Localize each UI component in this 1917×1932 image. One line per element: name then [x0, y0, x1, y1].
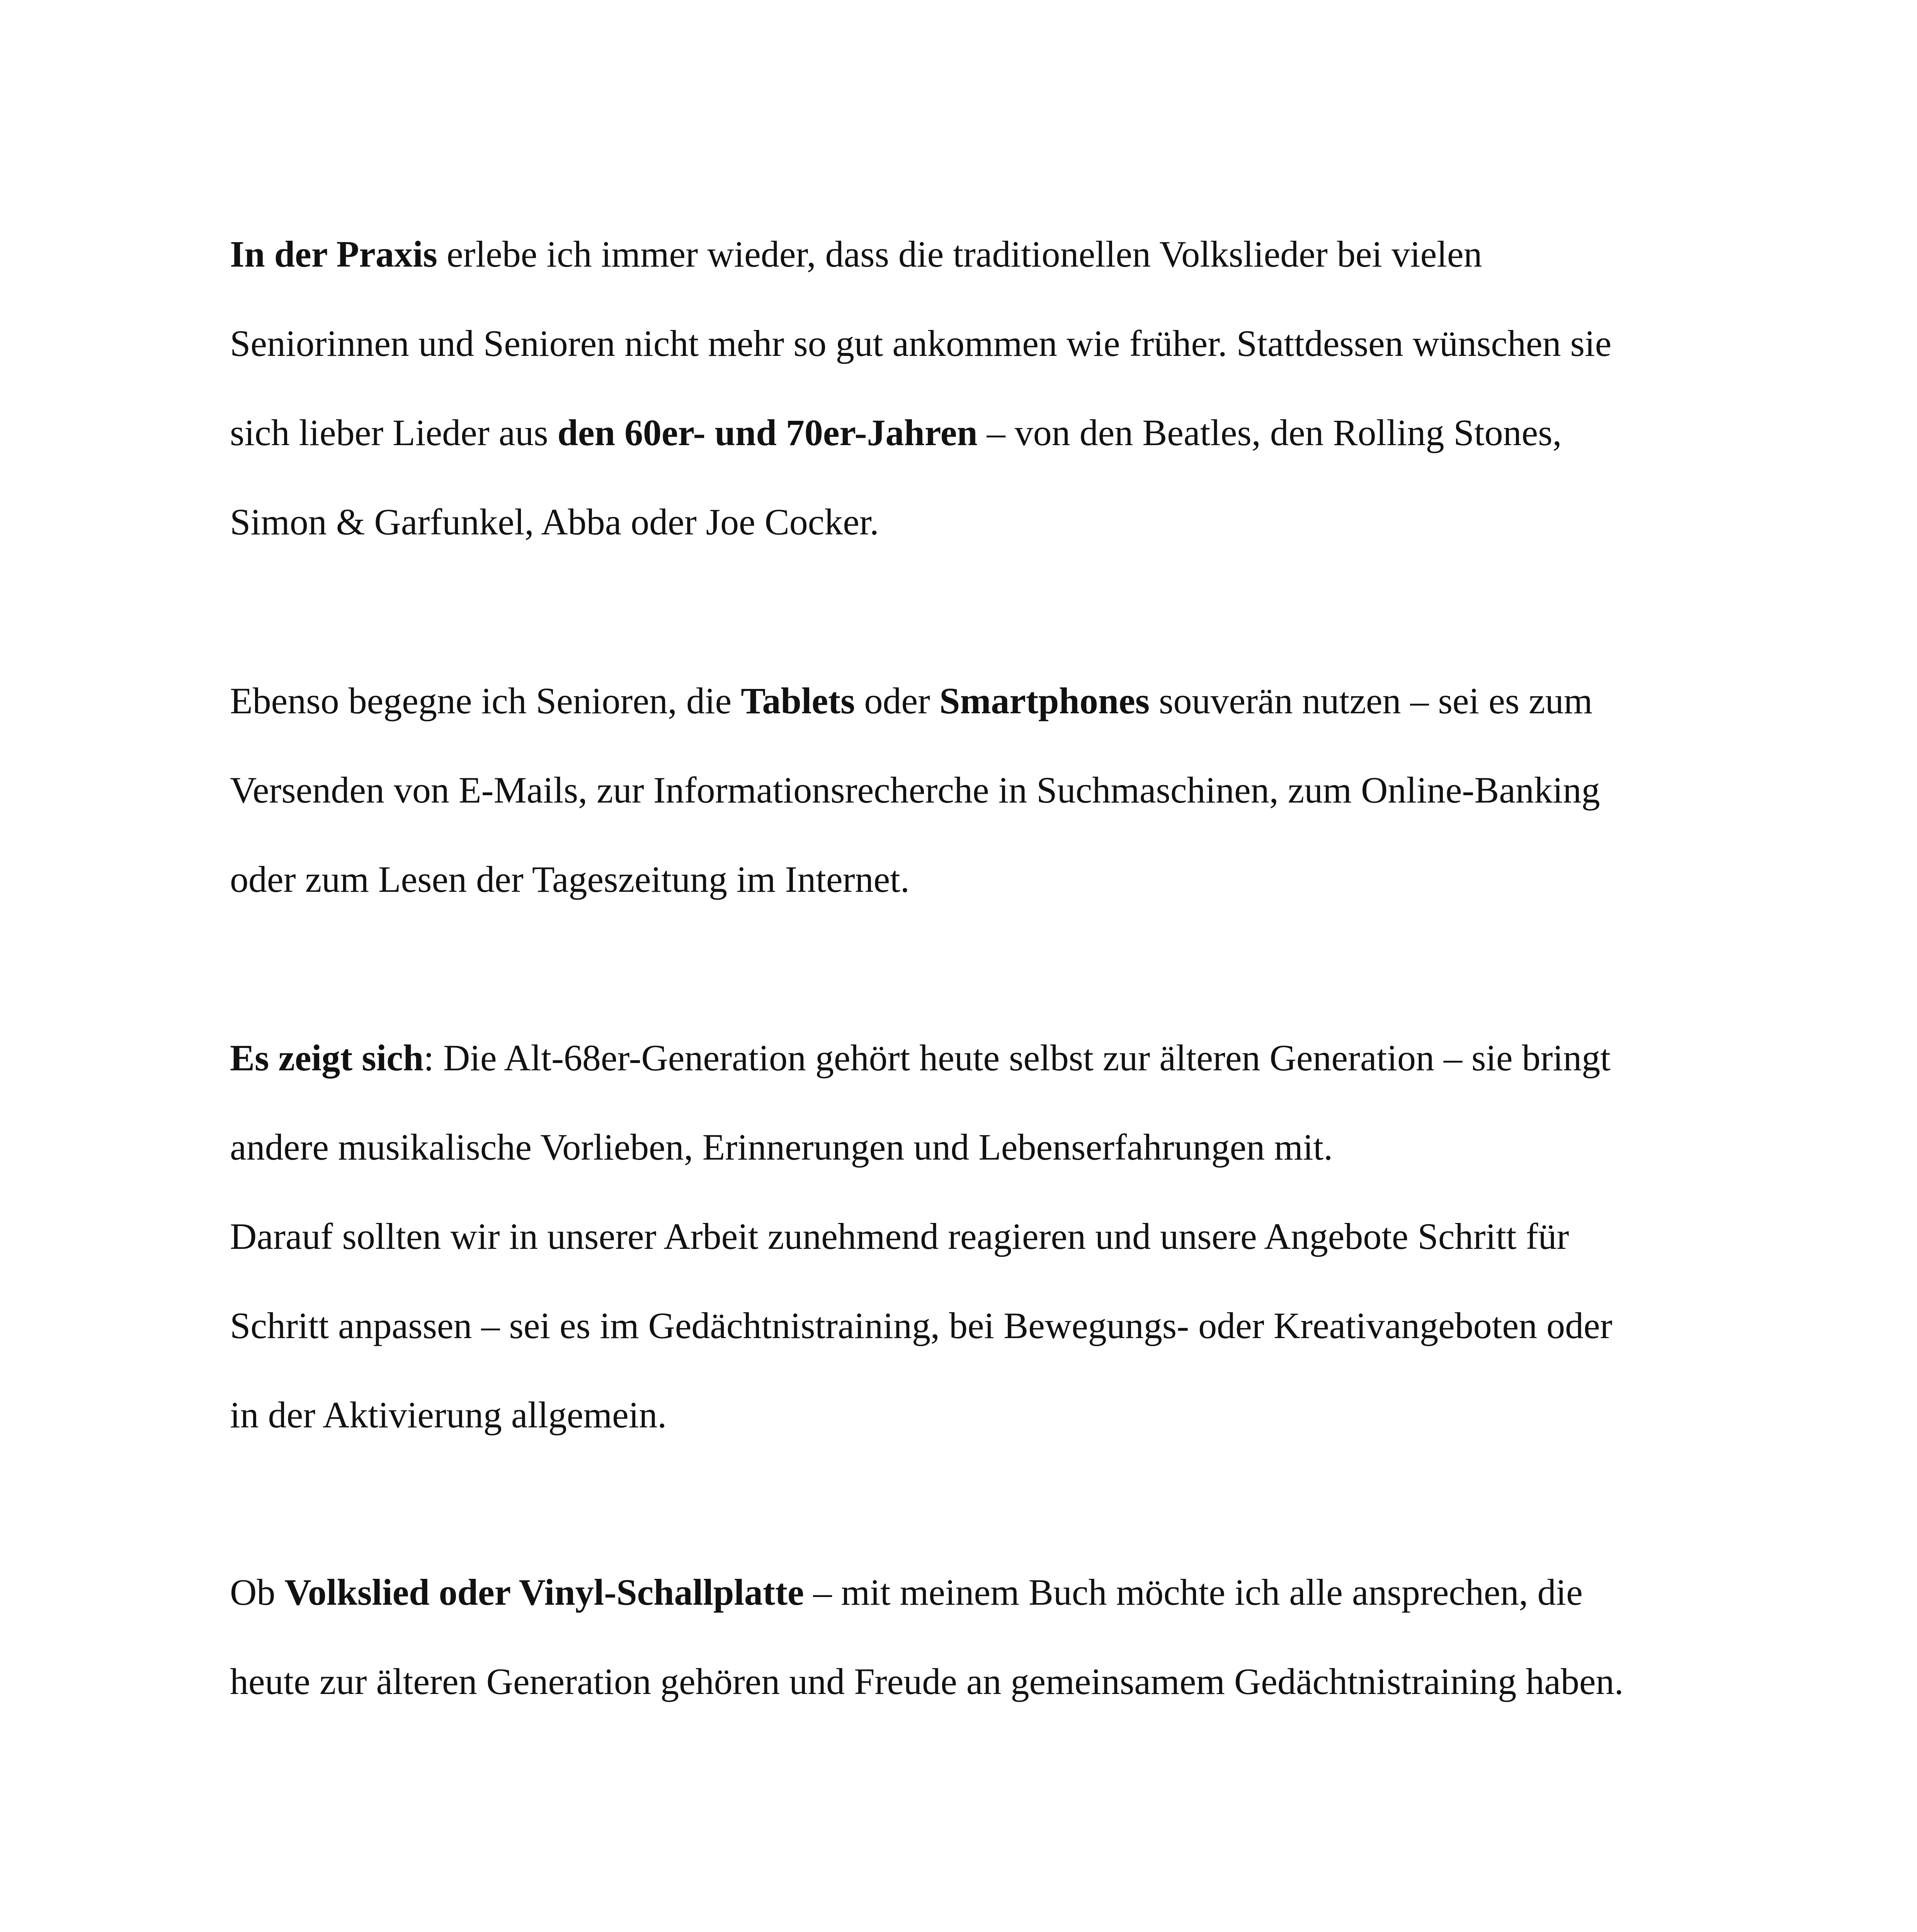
text-line	[230, 1303, 1706, 1392]
paragraph-generation	[230, 1035, 1706, 1481]
text-run: Versenden von E-Mails, zur Informationsrecherche in Suchmaschinen, zum Online-Banking	[230, 769, 1600, 811]
text-line	[230, 856, 1706, 946]
text-run: oder zum Lesen der Tageszeitung im Internet.	[230, 859, 910, 900]
bold-text: den 60er- und 70er-Jahren	[557, 412, 978, 453]
paragraph-praxis	[230, 231, 1706, 588]
bold-text: Es zeigt sich	[230, 1037, 424, 1078]
text-run: Seniorinnen und Senioren nicht mehr so gut ankommen wie früher. Stattdessen wünschen sie	[230, 323, 1612, 364]
paragraph-tablets	[230, 678, 1706, 946]
text-run: heute zur älteren Generation gehören und Freude an gemeinsamem Gedächtnistraining haben.	[230, 1661, 1624, 1702]
bold-text: Tablets	[741, 680, 855, 721]
text-run: oder	[855, 680, 940, 721]
text-line	[230, 1035, 1706, 1124]
bold-text: In der Praxis	[230, 233, 437, 275]
text-run: : Die Alt-68er-Generation gehört heute selbst zur älteren Generation – sie bringt	[424, 1037, 1611, 1078]
text-line	[230, 1658, 1706, 1748]
text-line	[230, 1392, 1706, 1481]
text-line	[230, 1124, 1706, 1213]
text-run: Darauf sollten wir in unserer Arbeit zunehmend reagieren und unsere Angebote Schritt für	[230, 1216, 1569, 1257]
text-line	[230, 767, 1706, 856]
text-run: souverän nutzen – sei es zum	[1150, 680, 1593, 721]
text-run: andere musikalische Vorlieben, Erinnerungen und Lebenserfahrungen mit.	[230, 1126, 1333, 1168]
text-line	[230, 678, 1706, 767]
text-run: – mit meinem Buch möchte ich alle ansprechen, die	[804, 1571, 1583, 1613]
paragraph-volkslied	[230, 1569, 1706, 1748]
text-line	[230, 499, 1706, 588]
text-run: Ebenso begegne ich Senioren, die	[230, 680, 741, 721]
text-run: sich lieber Lieder aus	[230, 412, 558, 453]
text-run: – von den Beatles, den Rolling Stones,	[977, 412, 1562, 453]
text-line	[230, 410, 1706, 499]
text-run: Simon & Garfunkel, Abba oder Joe Cocker.	[230, 501, 879, 543]
bold-text: Volkslied oder Vinyl-Schallplatte	[284, 1571, 804, 1613]
text-line	[230, 1569, 1706, 1658]
bold-text: Smartphones	[939, 680, 1150, 721]
text-line	[230, 320, 1706, 410]
text-line	[230, 1213, 1706, 1303]
text-run: erlebe ich immer wieder, dass die traditionellen Volkslieder bei vielen	[437, 233, 1482, 275]
text-run: in der Aktivierung allgemein.	[230, 1394, 667, 1435]
text-run: Schritt anpassen – sei es im Gedächtnistraining, bei Bewegungs- oder Kreativangeboten oder	[230, 1305, 1613, 1346]
text-line	[230, 231, 1706, 320]
text-run: Ob	[230, 1571, 285, 1613]
